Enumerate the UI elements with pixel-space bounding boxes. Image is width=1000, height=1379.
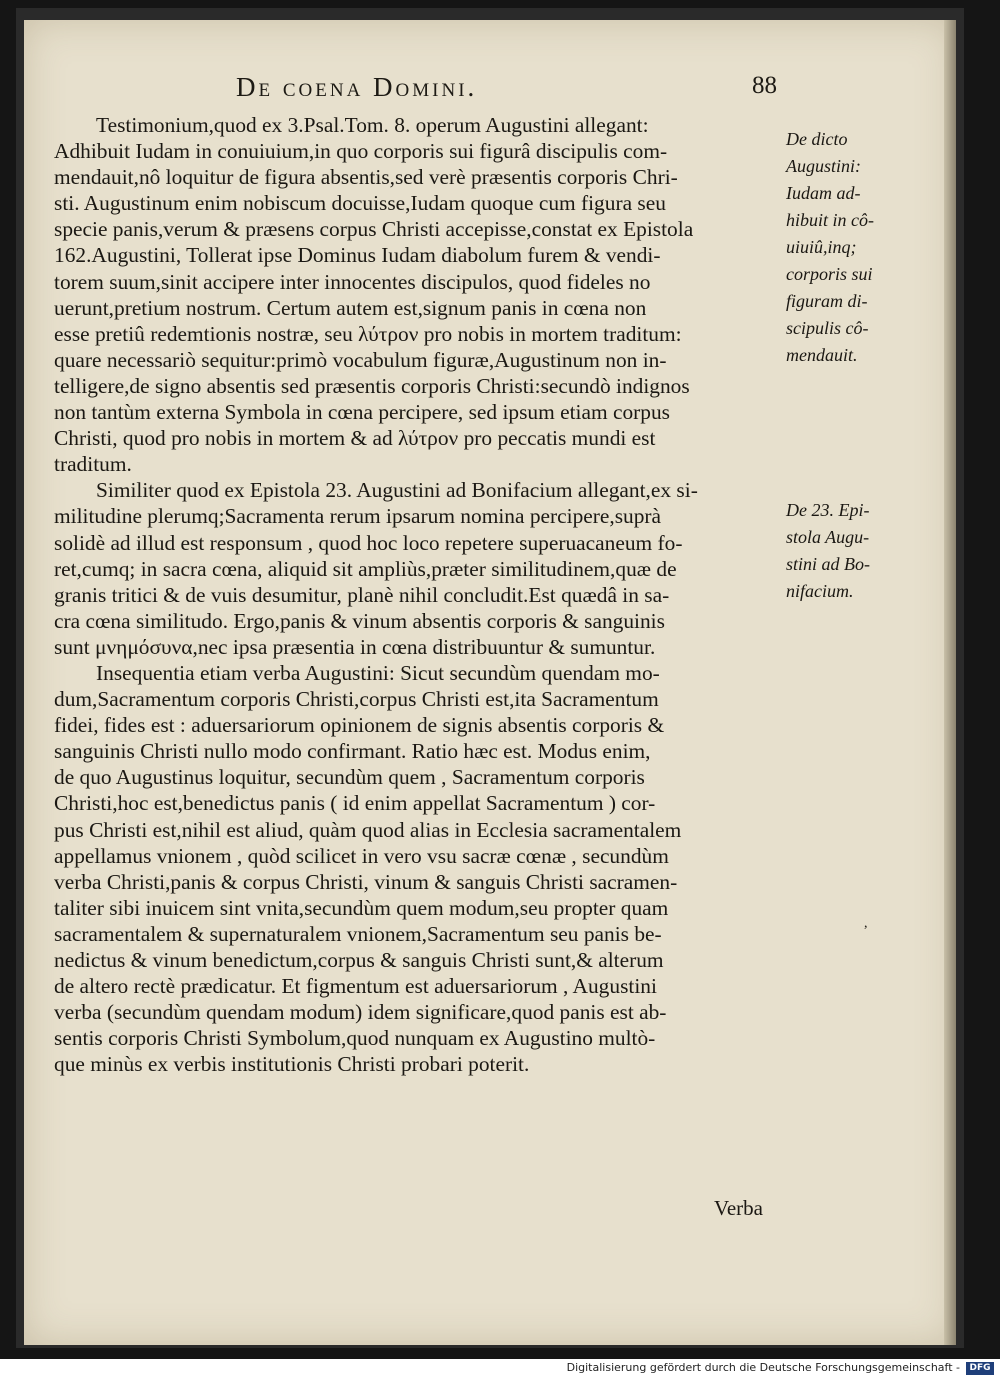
text-line: de quo Augustinus loquitur, secundùm quem , Sacramentum corporis [54, 765, 645, 790]
text-line: sanguinis Christi nullo modo confirmant. Ratio hæc est. Modus enim, [54, 739, 651, 764]
text-line: que minùs ex verbis institutionis Christi probari poterit. [54, 1052, 530, 1077]
dfg-logo: DFG [966, 1362, 994, 1375]
text-line: taliter sibi inuicem sint vnita,secundùm quem modum,seu propter quam [54, 895, 669, 920]
marginal-line: stini ad Bo- [786, 554, 870, 574]
text-line: granis tritici & de vuis desumitur, planè nihil concludit.Est quædâ in sa- [54, 582, 670, 607]
stray-mark: , [864, 916, 868, 931]
marginal-line: Augustini: [786, 156, 861, 176]
text-line: esse pretiû redemtionis nostræ, seu λύτρον pro nobis in mortem traditum: [54, 321, 682, 346]
running-head-title: De coena Domini. [236, 72, 478, 102]
text-line: Similiter quod ex Epistola 23. Augustini ad Bonifacium allegant,ex si- [96, 478, 698, 503]
text-line: non tantùm externa Symbola in cœna percipere, sed ipsum etiam corpus [54, 400, 670, 425]
text-line: dum,Sacramentum corporis Christi,corpus Christi est,ita Sacramentum [54, 687, 659, 712]
running-head [24, 72, 956, 112]
text-line: verba Christi,panis & corpus Christi, vinum & sanguis Christi sacramen- [54, 869, 678, 894]
marginal-note-epistola-23 [786, 497, 946, 605]
text-line: specie panis,verum & præsens corpus Christi accepisse,constat ex Epistola [54, 217, 694, 242]
text-line: nedictus & vinum benedictum,corpus & sanguis Christi sunt,& alterum [54, 948, 664, 972]
text-line: Adhibuit Iudam in conuiuium,in quo corporis sui figurâ discipulis com- [54, 139, 668, 164]
marginal-line: De 23. Epi- [786, 500, 870, 520]
text-line: sentis corporis Christi Symbolum,quod nunquam ex Augustino multò- [54, 1026, 656, 1051]
text-line: cra cœna similitudo. Ergo,panis & vinum absentis corporis & sanguinis [54, 608, 665, 633]
text-line: pus Christi est,nihil est aliud, quàm quod alias in Ecclesia sacramentalem [54, 817, 682, 842]
text-line: militudine plerumq;Sacramenta rerum ipsarum nomina percipere,suprà [54, 504, 662, 529]
body-text [54, 112, 776, 1077]
text-line: telligere,de signo absentis sed præsentis corporis Christi:secundò indignos [54, 373, 690, 398]
footer-bar [0, 1359, 1000, 1379]
marginal-line: nifacium. [786, 581, 854, 601]
text-line: Testimonium,quod ex 3.Psal.Tom. 8. operum Augustini allegant: [96, 113, 649, 137]
marginal-note-augustine-iudam [786, 126, 946, 369]
marginal-line: mendauit. [786, 345, 858, 365]
text-line: traditum. [54, 452, 132, 477]
text-line: mendauit,nô loquitur de figura absentis,sed verè præsentis corporis Chri- [54, 165, 678, 190]
text-line: sti. Augustinum enim nobiscum docuisse,Iudam quoque cum figura seu [54, 191, 666, 216]
footer-credit: Digitalisierung gefördert durch die Deutsche Forschungsgemeinschaft - [566, 1361, 960, 1374]
text-line: de altero rectè prædicatur. Et figmentum est aduersariorum , Augustini [54, 974, 657, 999]
text-line: fidei, fides est : aduersariorum opinionem de signis absentis corporis & [54, 713, 665, 738]
text-line: torem suum,sinit accipere inter innocentes discipulos, quod fideles no [54, 269, 651, 294]
text-line: Christi, quod pro nobis in mortem & ad λύτρον pro peccatis mundi est [54, 426, 656, 451]
text-line: appellamus vnionem , quòd scilicet in vero vsu sacræ cœnæ , secundùm [54, 843, 669, 868]
text-line: uerunt,pretium nostrum. Certum autem est,signum panis in cœna non [54, 295, 647, 320]
scan-frame [16, 8, 964, 1348]
text-line: sunt μνημόσυνα,nec ipsa præsentia in cœna distribuuntur & sumuntur. [54, 634, 656, 659]
text-line: verba (secundùm quendam modum) idem significare,quod panis est ab- [54, 1000, 667, 1025]
marginal-line: stola Augu- [786, 527, 870, 547]
book-page [24, 20, 956, 1345]
text-line: Insequentia etiam verba Augustini: Sicut secundùm quendam mo- [96, 660, 660, 685]
text-line: solidè ad illud est responsum , quod hoc loco repetere superuacaneum fo- [54, 530, 683, 555]
text-line: quare necessariò sequitur:primò vocabulum figuræ,Augustinum non in- [54, 347, 667, 372]
catchword: Verba [714, 1196, 763, 1220]
marginal-line: uiuiû,inq; [786, 237, 857, 257]
marginal-line: De dicto [786, 129, 848, 149]
marginal-line: corporis sui [786, 264, 873, 284]
text-line: Christi,hoc est,benedictus panis ( id enim appellat Sacramentum ) cor- [54, 791, 656, 816]
marginal-line: figuram di- [786, 291, 868, 311]
marginal-line: Iudam ad- [786, 183, 861, 203]
marginal-line: scipulis cô- [786, 318, 869, 338]
text-line: sacramentalem & supernaturalem vnionem,Sacramentum seu panis be- [54, 921, 662, 946]
text-line: ret,cumq; in sacra cœna, aliquid sit ampliùs,præter similitudinem,quæ de [54, 556, 677, 581]
marginal-line: hibuit in cô- [786, 210, 874, 230]
page-number: 88 [752, 72, 777, 99]
text-line: 162.Augustini, Tollerat ipse Dominus Iudam diabolum furem & vendi- [54, 243, 661, 268]
